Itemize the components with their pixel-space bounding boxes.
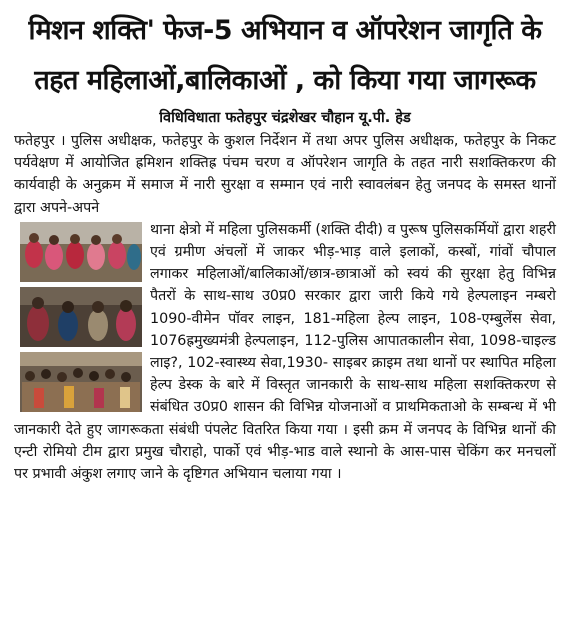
headline-line-1: मिशन शक्ति' फेज-5 अभियान व ऑपरेशन जागृति के bbox=[28, 15, 542, 46]
article-body bbox=[14, 130, 556, 485]
photo-women-group bbox=[20, 222, 142, 282]
article-paragraph-intro: फतेहपुर । पुलिस अधीक्षक, फतेहपुर के कुशल निर्देशन में तथा अपर पुलिस अधीक्षक, फतेहपुर के निकट पर्यवेक्षण में आयोजित ह्रमिशन शक्तिह्र पंचम चरण व ऑपरेशन जागृति के तहत नारी सशक्तिकरण की कार्यवाही के अनुक्रम में समाज में नारी सुरक्षा व सम्मान एवं नारी स्वावलंबन हेतु जनपद के समस्त थानों द्वारा अपने-अपने bbox=[14, 133, 556, 216]
headline bbox=[14, 6, 556, 106]
photo-column bbox=[20, 222, 142, 417]
byline: विधिविधाता फतेहपुर चंद्रशेखर चौहान यू.पी. हेड bbox=[159, 110, 411, 126]
photo-crowd bbox=[20, 352, 142, 412]
headline-line-2: तहत महिलाओं,बालिकाओं , को किया गया जागरूक bbox=[34, 65, 536, 96]
photo-villagers bbox=[20, 287, 142, 347]
article-paragraph-main: थाना क्षेत्रो में महिला पुलिसकर्मी (शक्ति दीदी) व पुरूष पुलिसकर्मियों द्वारा शहरी एवं ग्रमीण अंचलों में जाकर भीड़-भाड़ वाले इलाकों, कस्बों, गांवों चौपाल लगाकर महिलाओं/बालिकाओं/छात्र-छात्राओं को स्वयं की सुरक्षा हेतु विभिन्न पैतरों के साथ-साथ उ0प्र0 सरकार द्वारा जारी किये गये हेल्पलाइन नम्बरो 1090-वीमेन पॉवर लाइन, 181-महिला हेल्प लाइन, 108-एम्बुलेंस सेवा, 1076ह्रमुख्यमंत्री हेल्पलाइन, 112-पुलिस आपातकालीन सेवा, 1098-चाइल्ड लाइ?, 102-स्वास्थ्य सेवा,1930- साइबर क्राइम तथा थानों पर स्थापित महिला हेल्प डेस्क के बारे में विस्तृत जानकारी के साथ-साथ महिला सशक्तिकरण से संबंधित उ0प्र0 शासन की विभिन्न योजनाओं व प्राथमिकताओ के सम्बन्ध में भी जानकारी देते हुए जागरूकता संबंधी पंपलेट वितरित किया गया । इसी क्रम में जनपद के विभिन्न थानों की एन्टी रोमियो टीम द्वारा प्रमुख चौराहो, पार्को एवं भीड़-भाड वाले स्थानो के आस-पास चेकिंग कर मनचलों पर प्रभावी अंकुश लगाए जाने के दृष्टिगत अभियान चलाया गया । bbox=[14, 221, 556, 483]
